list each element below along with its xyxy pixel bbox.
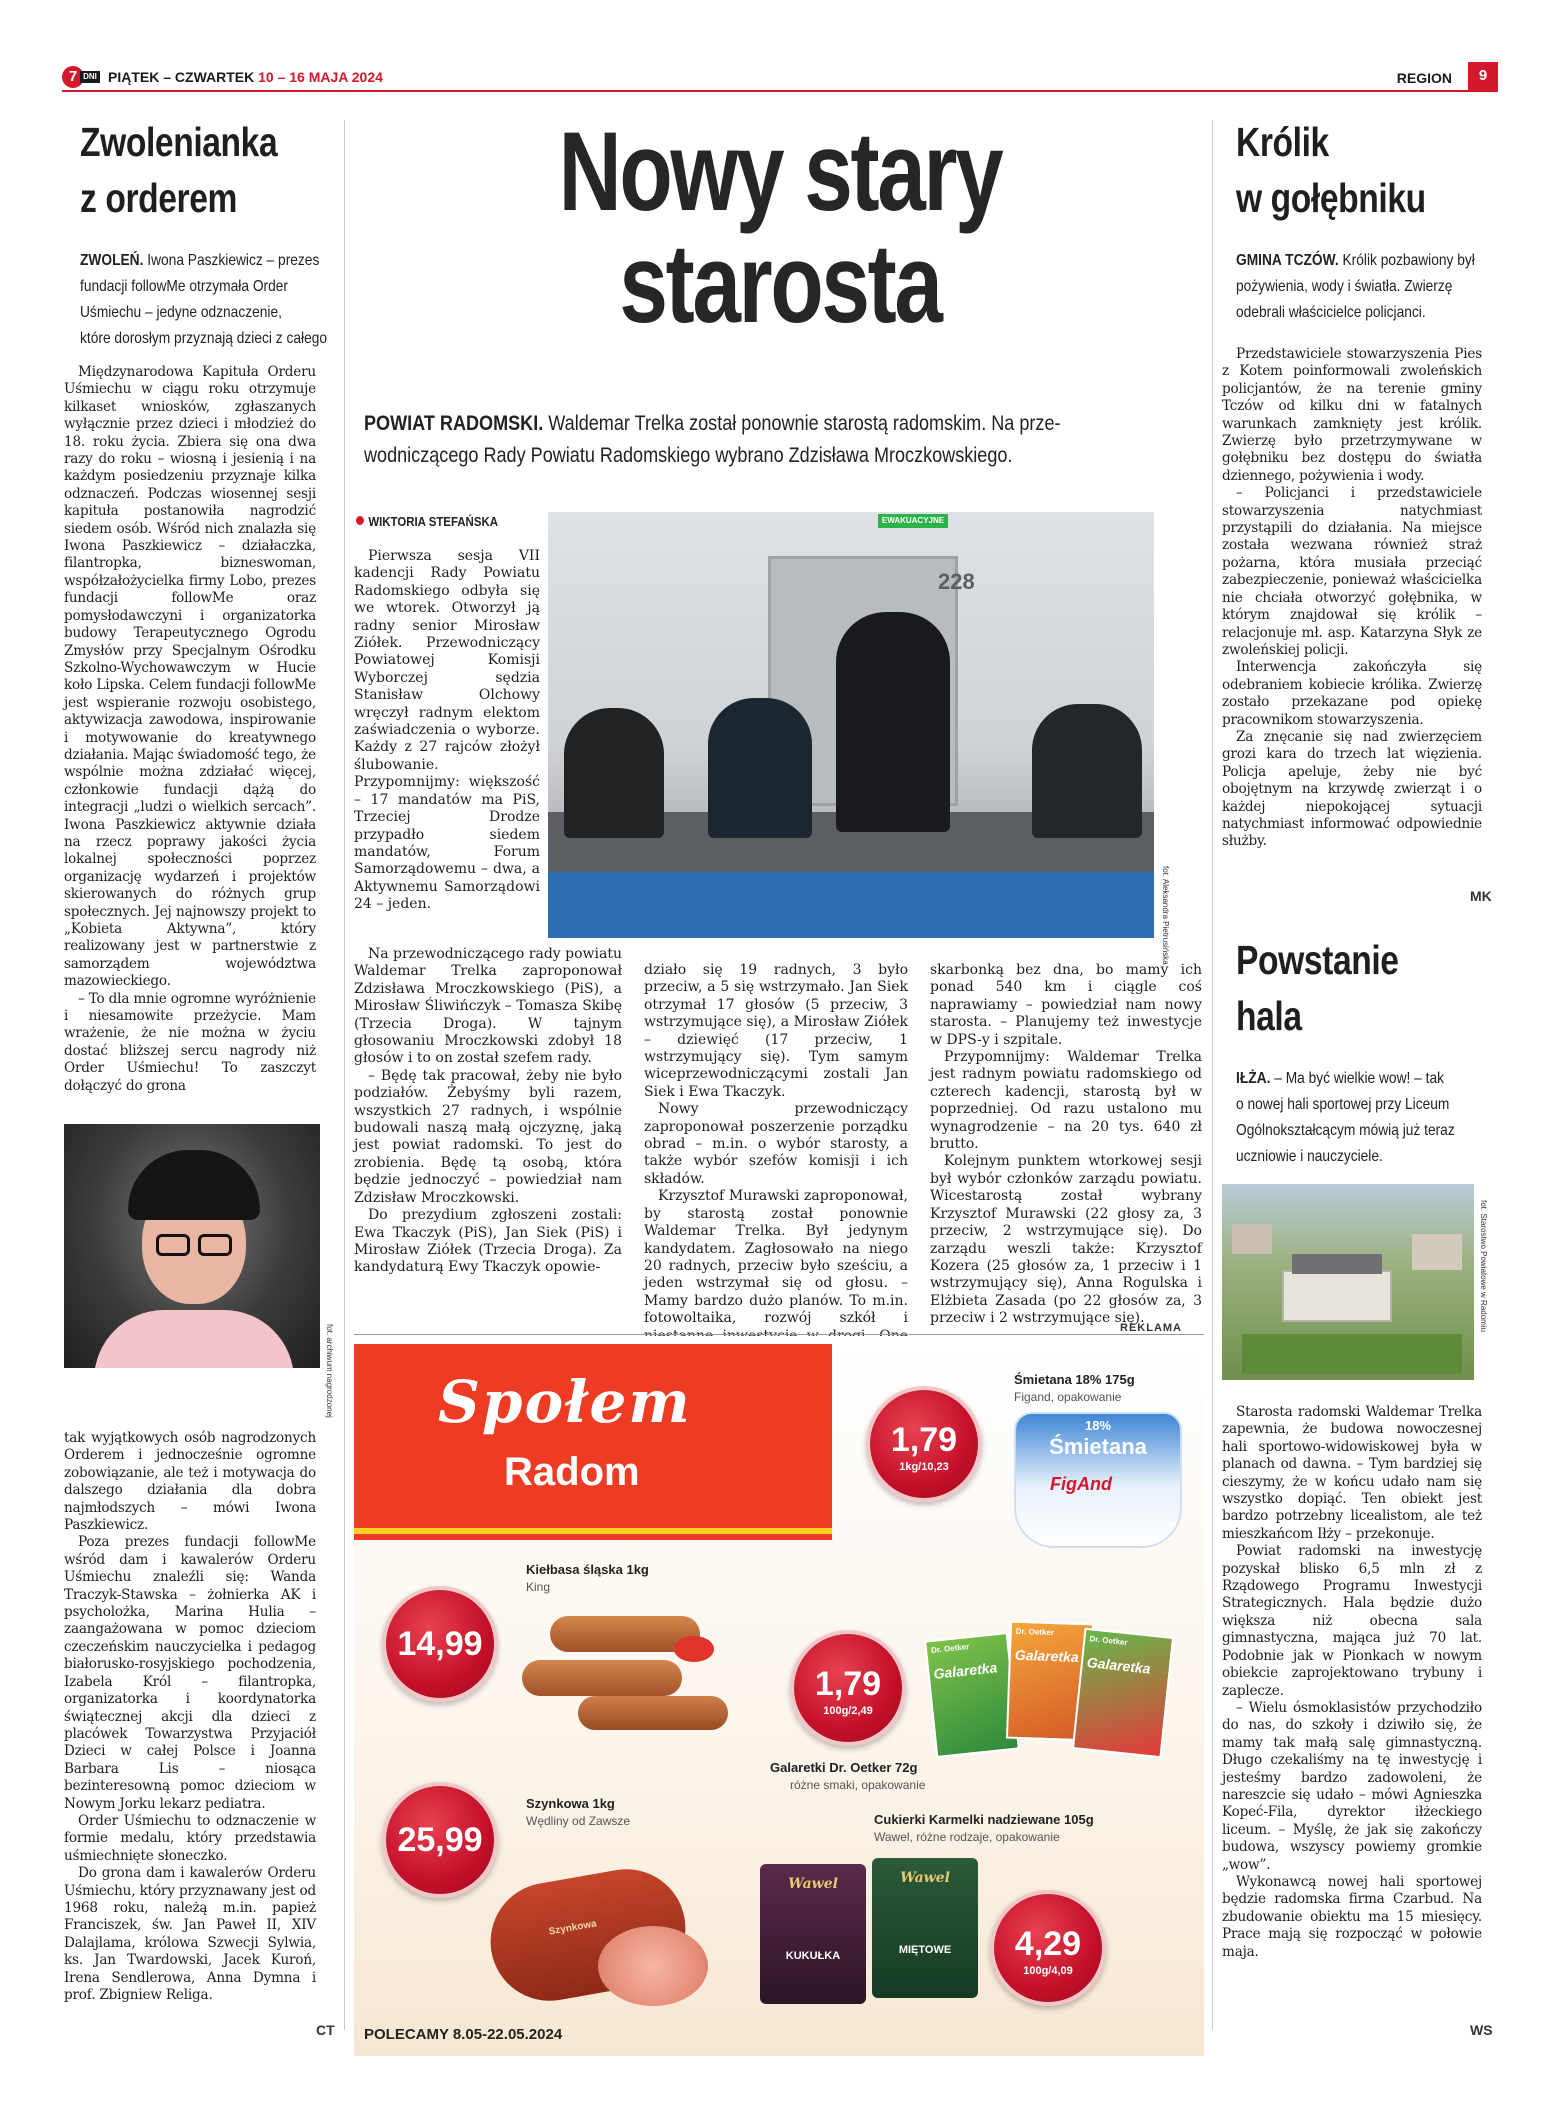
ham-slices: [598, 1926, 708, 2006]
product-sub-kielbasa: King: [526, 1580, 551, 1594]
product-name-kielbasa: Kiełbasa śląska 1kg: [526, 1562, 649, 1577]
school-building: [1282, 1270, 1392, 1322]
issue-date-range: 10 – 16 MAJA 2024: [258, 69, 383, 85]
person-1: [564, 708, 664, 838]
left-signature: CT: [316, 2022, 335, 2038]
figand-logo: FigAnd: [1050, 1474, 1112, 1494]
portrait-shirt: [94, 1310, 294, 1368]
left-body-bottom: tak wyjątkowych osób nagrodzonych Orderem i jednocześnie ogromne zobowiązanie, ale też i motywacja do dalszego działania dla dobra najmłodszych – mówi Iwona Paszkiewicz. Poza prezes fundacji followMe wśród dam i kawalerów Orderu Uśmiechu znaleźli się: Wanda Traczyk-Stawska – żołnierka AK i psycholożka, Marina Hulia – zaangażowana w pomoc dzieciom czeczeńskim nauczycielka i pedagog białorusko-rosyjskiego pochodzenia, Izabela Król – filantropka, organizatorka i koordynatorka świątecznej akcji dla dzieci z placówek Towarzystwa Przyjaciół Dzieci w całej Polsce i Joanna Barbara Lis – niosąca bezinteresowną pomoc dzieciom w Nowym Jorku lekarz pediatra. Order Uśmiechu to odznaczenie w formie medalu, który przedstawia uśmiechnięte słoneczko. Do grona dam i kawalerów Orderu Uśmiechu, który przyznawany jest od 1968 roku, należą m.in. papież Franciszek, św. Jan Paweł II, XIV Dalajlama, królowa Szwecji Sylwia, ks. Jan Twardowski, Jacek Kuroń, Irena Sendlerowa, Anna Dymna i prof. Zbigniew Religa.: [64, 1430, 316, 2003]
product-sub-cukierki: Wawel, różne rodzaje, opakowanie: [874, 1830, 1060, 1844]
ad-validity: POLECAMY 8.05-22.05.2024: [364, 2026, 563, 2043]
school-photo-credit: fot. Starostwo Powiatowe w Radomiu: [1479, 1200, 1488, 1333]
product-name-szynkowa: Szynkowa 1kg: [526, 1796, 615, 1811]
school-roof: [1292, 1254, 1382, 1274]
right1-headline: Królik w gołębniku: [1236, 119, 1426, 221]
tomato-slice: [674, 1636, 714, 1662]
person-4: [1032, 704, 1142, 838]
column-rule-right: [1212, 120, 1213, 2030]
portrait-hair: [128, 1150, 260, 1220]
logo-number: 7: [62, 66, 84, 88]
ad-divider: [354, 1334, 1204, 1335]
spolem-city: Radom: [504, 1450, 640, 1494]
spolem-ad: [354, 1336, 1204, 2056]
product-name-cukierki: Cukierki Karmelki nadziewane 105g: [874, 1812, 1094, 1827]
right1-signature: MK: [1470, 888, 1492, 904]
product-name-smietana: Śmietana 18% 175g: [1014, 1372, 1135, 1387]
product-sub-szynkowa: Wędliny od Zawsze: [526, 1814, 631, 1828]
kukulka-pack: Wawel KUKUŁKA: [760, 1864, 866, 2004]
spolem-brand: Społem: [438, 1368, 692, 1436]
spolem-banner: [354, 1344, 832, 1540]
field: [1242, 1334, 1462, 1374]
page-number: 9: [1468, 62, 1498, 90]
person-2: [708, 698, 812, 838]
main-col1-top: Pierwsza sesja VII kadencji Rady Powiatu Radomskiego odbyła się we wtorek. Otworzył ją radny senior Mirosław Ziółek. Przewodniczący Powiatowej Komisji Wyborczej sędzia Stanisław Olchowy wręczył radnym elektom zaświadczenia o wyborze. Każdy z 27 rajców złożył ślubowanie. Przypomnijmy: większość – 17 mandatów ma PiS, Trzeciej Drodze przypadło siedem mandatów, Forum Samorządowemu – dwa, a Aktywnemu Samorządowi 24 – jeden.: [354, 548, 540, 913]
left-lead-place: ZWOLEŃ.: [80, 252, 144, 269]
issue-date: [108, 68, 383, 86]
sausage-2: [522, 1660, 682, 1696]
glasses-icon: [156, 1234, 190, 1256]
right2-lead-place: IŁŻA.: [1236, 1070, 1271, 1087]
smietana-cup-label: Śmietana: [1049, 1434, 1147, 1459]
page-header: [62, 64, 1498, 92]
byline-dot: [356, 516, 364, 525]
person-3: [836, 612, 950, 832]
ham-roll: Szynkowa: [481, 1860, 695, 2010]
session-photo-credit: fot. Aleksandra Pietrusińska: [1161, 866, 1170, 965]
school-aerial-photo: [1222, 1184, 1474, 1380]
right2-lead: IŁŻA. – Ma być wielkie wow! – tak o nowej hali sportowej przy Liceum Ogólnokształcącym mówią już teraz uczniowie i nauczyciele.: [1236, 1070, 1455, 1165]
product-name-galaretki: Galaretki Dr. Oetker 72g: [770, 1760, 918, 1775]
galaretka-pack-3: Dr. Oetker Galaretka: [1072, 1628, 1174, 1759]
galaretka-pack-2: Dr. Oetker Galaretka: [1006, 1621, 1094, 1742]
glasses-icon: [198, 1234, 232, 1256]
photo-table-front: [548, 872, 1154, 938]
price-badge-cukierki: 4,29 100g/4,09: [990, 1890, 1106, 2006]
price-badge-kielbasa: 14,99: [382, 1586, 498, 1702]
column-rule-left: [344, 120, 345, 2030]
main-lead: POWIAT RADOMSKI. Waldemar Trelka został ponownie starostą radomskim. Na prze- wodniczącego Rady Powiatu Radomskiego wybrano Zdzisława Mroczkowskiego.: [364, 412, 1061, 467]
galaretka-pack-1: Dr. Oetker Galaretka: [924, 1632, 1020, 1758]
price-badge-szynkowa: 25,99: [382, 1782, 498, 1898]
left-headline: Zwolenianka z orderem: [80, 119, 278, 221]
main-headline: Nowy stary starosta: [558, 109, 1002, 346]
smietana-cup: [1014, 1412, 1182, 1548]
mietowe-pack: Wawel MIĘTOWE: [872, 1858, 978, 1998]
main-col2: działo się 19 radnych, 3 było przeciw, a 5 się wstrzymało. Jan Siek otrzymał 17 głosów (5 przeciw, 3 wstrzymujące się), a Mirosław Ziółek – dziewięć (17 przeciw, 1 wstrzymujący się). Tym samym wiceprzewodniczącymi zostali Jan Siek i Ewa Tkaczyk. Nowy przewodniczący zaproponował poszerzenie porządku obrad – m.in. o wybór starosty, a także wybór szefów komisji i ich składów. Krzysztof Murawski zaproponował, by starostą został ponownie Waldemar Trelka. Był jedynym kandydatem. Zagłosowało na niego 20 radnych, przeciw było sześciu, a jeden wstrzymał się od głosu. – Mamy bardzo dużo planów. To m.in. fotowoltaika, rozwój szkół i: [644, 962, 908, 1327]
left-lead: ZWOLEŃ. Iwona Paszkiewicz – prezes fundacji followMe otrzymała Order Uśmiechu – jedyne odznaczenie, które dorosłym przyznają dzieci z całego: [80, 252, 328, 347]
portrait-credit: fot. archiwum nagrodzonej: [325, 1324, 334, 1418]
newspaper-logo: [62, 66, 100, 88]
house-1: [1232, 1224, 1272, 1254]
ad-label: REKLAMA: [1120, 1322, 1182, 1334]
smietana-fat-label: 18%: [1084, 1418, 1112, 1433]
photo-room-number: 228: [938, 569, 975, 594]
product-sub-galaretki: różne smaki, opakowanie: [790, 1778, 926, 1792]
right2-headline: Powstanie hala: [1236, 937, 1399, 1039]
main-lead-place: POWIAT RADOMSKI.: [364, 412, 544, 435]
right2-body: Starosta radomski Waldemar Trelka zapewnia, że budowa nowoczesnej hali sportowo-widowiskowej była w planach od dawna. – Tym bardziej się cieszymy, że w końcu udało nam się wszystko dopiąć. Ten obiekt jest bardzo potrzebny licealistom, ale też mieszkańcom Iłży – przekonuje. Powiat radomski na inwestycję pozyskał blisko 6,5 mln zł z Rządowego Programu Inwestycji Strategicznych. Hala będzie dużo większa niż obecna sala gimnastyczna, mająca już 70 lat. Podobnie jak w Pionkach w nowym obiekcie zaprojektowano trybuny i zaplecze. – Wielu ósmoklasistów przychodziło do nas, do szkoły i dziwiło się, że mamy tak małą salę gimnastyczną. Długo czekaliśmy na tę inwestycję i jesteśmy bardzo zadowoleni, że nareszcie się udało – mówi Agnieszka Kopeć-Fila, dyrektor iłżeckiego liceum. – Myślę, że jak się zakończy budowa, wszyscy powiemy gromkie „wow”. Wykonawcą nowej hali sportowej będzie radomska firma Czarbud. Na zbudowanie obiektu ma 15 miesięcy. Prace mają się rozpocząć w połowie maja.: [1222, 1404, 1482, 1960]
exit-sign: EWAKUACYJNE: [878, 514, 948, 528]
issue-days: PIĄTEK – CZWARTEK: [108, 69, 259, 85]
right2-signature: WS: [1470, 2022, 1493, 2038]
right1-body: Przedstawiciele stowarzyszenia Pies z Kotem poinformowali zwoleńskich policjantów, że na terenie gminy Tczów od kilku dni w fatalnych warunkach zamknięty jest królik. Zwierzę było przetrzymywane w gołębniku bez dostępu do światła dziennego, pożywienia i wody. – Policjanci i przedstawiciele stowarzyszenia natychmiast przystąpili do działania. Na miejsce została wezwana również straż pożarna, która musiała przeciąć zabezpieczenie, ponieważ właścicielka nie chciała otworzyć gołębnika, w którym znajdował się królik – relacjonuje mł. asp. Katarzyna Słyk ze zwoleńskiej policji. Interwencja zakończyła się odebraniem kobiecie królika. Zwierzę zostało przekazane pod opiekę pracownikom stowarzyszenia. Za znęcanie się nad zwierzęciem grozi kara do trzech lat więzienia. Policja apeluje, żeby nie być obojętnym na krzywdę zwierząt i o każdej niepokojącej sytuacji natychmiast informować odpowiednie służby.: [1222, 346, 1482, 850]
main-col3: skarbonką bez dna, bo mamy ich ponad 540 km i ciągle coś naprawiamy – powiedział nam nowy starosta. – Planujemy też inwestycje w DPS-y i szpitale. Przypomnijmy: Waldemar Trelka jest radnym powiatu radomskiego od czterech kadencji, starostą był w poprzedniej. Od razu ustalono mu wynagrodzenie – na 20 tys. 640 zł brutto. Kolejnym punktem wtorkowej sesji był wybór członków zarządu powiatu. Wicestarostą został wybrany Krzysztof Murawski (22 głosy za, 3 przeciw, 2 wstrzymujące się). Do zarządu weszli także: Krzysztof Kozera (25 głosów za, 1 przeciw i 1 wstrzymujący się), Anna Rogulska i Elżbieta Zasada (po 22 głosów za, 3 przeciw i 2 wstrzymujące się).: [930, 962, 1202, 1327]
right1-lead: GMINA TCZÓW. Królik pozbawiony był pożywienia, wody i światła. Zwierzę odebrali właścicielce policjanci.: [1236, 252, 1475, 321]
spolem-stripe: [354, 1528, 832, 1534]
section-name: REGION: [1396, 70, 1452, 86]
main-col1: Na przewodniczącego rady powiatu Waldemar Trelka zaproponował Zdzisława Mroczkowskiego (PiS), a Mirosław Śliwińczyk – Tomasza Skibę (Trzecia Droga). W tajnym głosowaniu Mroczkowski zdobył 18 głosów i to on został szefem rady. – Będę tak pracował, żeby nie było podziałów. Żebyśmy byli razem, wszystkich 27 radnych, i wspólnie budowali naszą małą ojczyznę, jaką jest powiat radomski. To jest do zrobienia. Będę tą osobą, która będzie jednoczyć – powiedział nam Zdzisław Mroczkowski. Do prezydium zgłoszeni zostali: Ewa Tkaczyk (PiS), Jan Siek (PiS) i Mirosław Ziółek (Trzecia Droga). Za kandydaturą Ewy Tkaczyk opowie-: [354, 946, 622, 1276]
logo-text: DNI: [80, 71, 100, 83]
left-body-top: Międzynarodowa Kapituła Orderu Uśmiechu w ciągu roku otrzymuje kilkaset wniosków, zgłaszanych wyłącznie przez dzieci i młodzież do 18. roku życia. Zbiera się ona dwa razy do roku – wiosną i jesienią i na każdym posiedzeniu przyznaje kilka odznaczeń. Podczas wiosennej sesji kapituła postanowiła nagrodzić siedem osób. Wśród nich znalazła się Iwona Paszkiewicz – działaczka, filantropka, bizneswoman, współzałożycielka firmy Lobo, prezes fundacji followMe oraz pomysłodawczyni i organizatorka budowy Terapeutycznego Ogrodu Zmysłów przy Specjalnym Ośrodku Szkolno-Wychowawczym w Hucie koło Lipska. Celem fundacji followMe jest wspieranie rozwoju osobistego, aktywizacja zawodowa, inspirowanie i motywowanie do kreatywnego działania. Mając świadomość tego, że wspólnie można zdziałać więcej, członkowie fundacji dążą do integracji „ludzi o wielkich sercach”. Iwona Paszkiewicz aktywnie działa na rzecz poprawy jakości życia lokalnej społeczności poprzez organizację wydarzeń i projektów skierowanych do różnych grup społecznych. Jej najnowszy projekt to „Kobieta Aktywna”, który realizowany jest w partnerstwie z samorządem województwa mazowieckiego. – To dla mnie ogromne wyróżnienie i niesamowite przeżycie. Mam wrażenie, że nie można w życiu dostać bliższej sercu nagrody niż Order Uśmiechu! To zaszczyt dołączyć do grona: [64, 364, 316, 1094]
product-sub-smietana: Figand, opakowanie: [1014, 1390, 1122, 1404]
house-2: [1412, 1234, 1462, 1270]
portrait-photo: [64, 1124, 320, 1368]
byline: WIKTORIA STEFAŃSKA: [356, 514, 498, 530]
right1-lead-place: GMINA TCZÓW.: [1236, 252, 1339, 269]
price-badge-smietana: 1,79 1kg/10,23: [866, 1386, 982, 1502]
sausage-3: [578, 1696, 728, 1730]
session-photo: [548, 512, 1154, 938]
price-badge-galaretki: 1,79 100g/2,49: [790, 1630, 906, 1746]
